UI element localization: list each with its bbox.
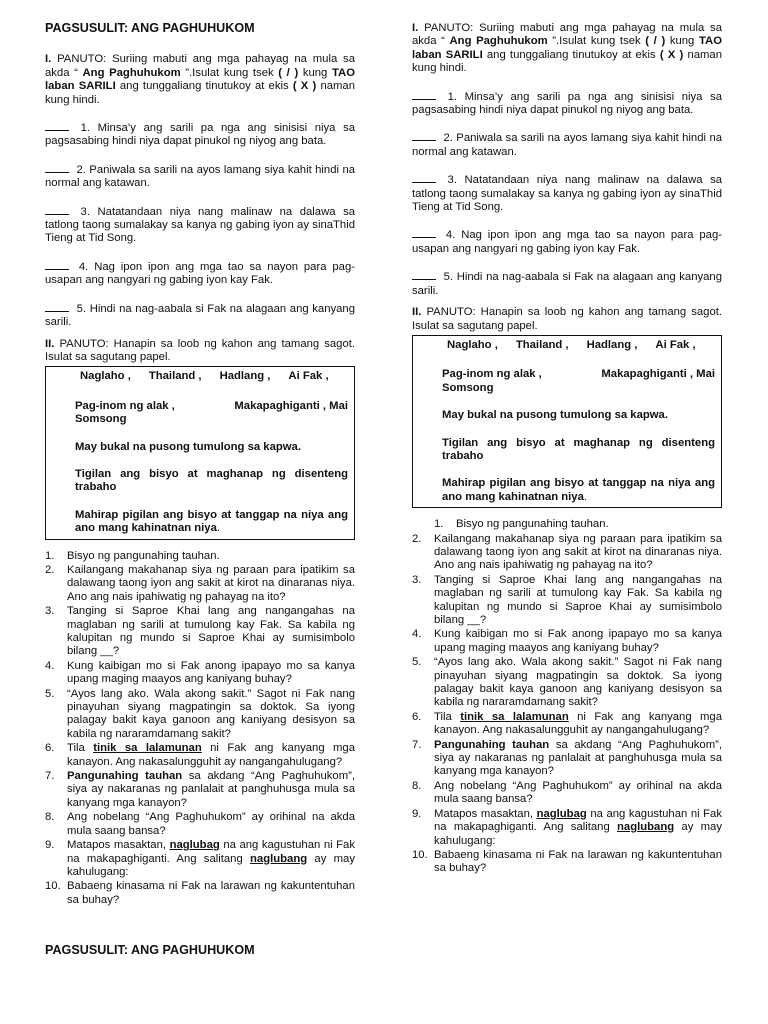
choice-item: May bukal na pusong tumulong sa kapwa. — [442, 409, 668, 422]
left-column — [45, 22, 355, 908]
answer-blank[interactable] — [412, 89, 436, 100]
answer-blank[interactable] — [412, 227, 436, 238]
part1-item: 4. Nag ipon ipon ang mga tao sa nayon para pag-usapan ang nangyari ng gabing iyon kay Fak. — [45, 260, 355, 287]
part1-item: 5. Hindi na nag-aabala si Fak na alagaan ang kanyang sarili. — [45, 302, 355, 329]
answer-blank[interactable] — [45, 120, 69, 131]
part1-item: 4. Nag ipon ipon ang mga tao sa nayon para pag-usapan ang nangyari ng gabing iyon kay Fak. — [412, 229, 722, 255]
choices-row: Pag-inom ng alak , Makapaghiganti , Mai Somsong — [442, 368, 715, 394]
question-item: 6. Tila tinik sa lalamunan ni Fak ang kanyang mga kanayon. Ang nakasalungguhit ay nangangahulugang? — [45, 742, 355, 768]
question-item: 8. Ang nobelang “Ang Paghuhukom” ay orihinal na akda mula saang bansa? — [412, 779, 722, 806]
part1-item: 2. Paniwala sa sarili na ayos lamang siya kahit hindi na normal ang katawan. — [412, 132, 723, 158]
answer-choices-box — [45, 366, 355, 539]
part2-instructions: II. PANUTO: Hanapin sa loob ng kahon ang tamang sagot. Isulat sa sagutang papel. — [45, 337, 355, 363]
question-item: 3. Tanging si Saproe Khai lang ang nangangahas na maglaban ng sarili at tumulong kay Fak. Sa kabila ng kalupitan ng mundo si Saproe Khai ay sumisimbolo bilang __? — [412, 573, 722, 626]
choices-row: Pag-inom ng alak , Makapaghiganti , Mai Somsong — [75, 399, 348, 426]
answer-blank[interactable] — [45, 259, 69, 270]
answer-blank[interactable] — [45, 162, 69, 173]
page-title: PAGSUSULIT: ANG PAGHUHUKOM — [45, 21, 255, 35]
part1-item: 3. Natatandaan niya nang malinaw na dalawa sa tatlong taong sumalakay sa kanya ng gabing iyon ay sinaThid Tieng at Tid Song. — [45, 205, 355, 245]
answer-choices-box — [412, 335, 722, 508]
question-item: 4. Kung kaibigan mo si Fak anong ipapayo mo sa kanya upang maging maayos ang kaniyang buhay? — [412, 628, 722, 654]
part1-instructions: I. PANUTO: Suriing mabuti ang mga pahayag na mula sa akda “ Ang Paghuhukom ”.Isulat kung tsek ( / ) kung TAO laban SARILI ang tunggaliang tinutukoy at ekis ( X ) naman kung hindi. — [412, 22, 722, 75]
answer-blank[interactable] — [45, 301, 69, 312]
part1-item: 1. Minsa’y ang sarili pa nga ang sinisisi niya sa pagsasabing hindi niya dapat pinukol ng niyog ang bata. — [412, 90, 723, 117]
choice-item: Mahirap pigilan ang bisyo at tanggap na niya ang ano mang kahinatnan niya. — [442, 477, 715, 503]
choice-item: May bukal na pusong tumulong sa kapwa. — [75, 440, 301, 453]
question-item: 2. Kailangang makahanap siya ng paraan para ipatikim sa dalawang taong iyon ang sakit at kirot na dinaranas niya. Ano ang nais ipahiwatig ng pahayag na ito? — [412, 532, 722, 572]
question-item: 2. Kailangang makahanap siya ng paraan para ipatikim sa dalawang taong iyon ang sakit at kirot na dinaranas niya. Ano ang nais ipahiwatig ng pahayag na ito? — [45, 563, 355, 603]
page-title-repeat: PAGSUSULIT: ANG PAGHUHUKOM — [45, 943, 255, 957]
question-item: 4. Kung kaibigan mo si Fak anong ipapayo mo sa kanya upang maging maayos ang kaniyang buhay? — [45, 659, 355, 686]
question-item: 5. “Ayos lang ako. Wala akong sakit.” Sagot ni Fak nang pinayuhan siyang magpatingin sa doktok. Sa iyong palagay bakit kaya ganoon ang kaniyang desisyon sa kabila ng nararamdamang sakit? — [45, 687, 355, 740]
question-item: 1. Bisyo ng pangunahing tauhan. — [45, 549, 220, 562]
question-list — [45, 550, 355, 908]
part1-item: 2. Paniwala sa sarili na ayos lamang siya kahit hindi na normal ang katawan. — [45, 163, 356, 190]
question-item: 8. Ang nobelang “Ang Paghuhukom” ay orihinal na akda mula saang bansa? — [45, 811, 355, 837]
question-item: 1. Bisyo ng pangunahing tauhan. — [434, 518, 609, 531]
choice-item: Tigilan ang bisyo at maghanap ng disenteng trabaho — [75, 467, 348, 494]
answer-blank[interactable] — [412, 172, 436, 183]
question-item: 3. Tanging si Saproe Khai lang ang nangangahas na maglaban ng sarili at tumulong kay Fak. Sa kabila ng kalupitan ng mundo si Saproe Khai ay sumisimbolo bilang __? — [45, 605, 355, 658]
part1-item: 5. Hindi na nag-aabala si Fak na alagaan ang kanyang sarili. — [412, 271, 722, 297]
choices-row: Naglaho , Thailand , Hadlang , Ai Fak , — [447, 338, 696, 351]
part1-item: 3. Natatandaan niya nang malinaw na dalawa sa tatlong taong sumalakay sa kanya ng gabing iyon ay sinaThid Tieng at Tid Song. — [412, 174, 722, 214]
choice-item: Tigilan ang bisyo at maghanap ng disenteng trabaho — [442, 436, 715, 462]
part2-instructions: II. PANUTO: Hanapin sa loob ng kahon ang tamang sagot. Isulat sa sagutang papel. — [412, 306, 722, 332]
question-item: 6. Tila tinik sa lalamunan ni Fak ang kanyang mga kanayon. Ang nakasalungguhit ay nangangahulugang? — [412, 710, 722, 737]
right-column — [412, 22, 722, 877]
question-item: 10. Babaeng kinasama ni Fak na larawan ng kakuntentuhan sa buhay? — [412, 848, 722, 875]
question-item: 9. Matapos masaktan, naglubag na ang kagustuhan ni Fak na makapaghiganti. Ang salitang naglubang ay may kahulugang: — [412, 807, 722, 847]
answer-blank[interactable] — [412, 130, 436, 141]
question-item: 5. “Ayos lang ako. Wala akong sakit.” Sagot ni Fak nang pinayuhan siyang magpatingin sa doktok. Sa iyong palagay bakit kaya ganoon ang kaniyang desisyon sa kabila ng nararamdamang sakit? — [412, 656, 722, 709]
question-item: 7. Pangunahing tauhan sa akdang “Ang Paghuhukom”, siya ay nakaranas ng panlalait at panghuhusga mula sa kanyang mga kanayon? — [412, 738, 723, 778]
question-list — [412, 518, 722, 876]
question-item: 7. Pangunahing tauhan sa akdang “Ang Paghuhukom”, siya ay nakaranas ng panlalait at panghuhusga mula sa kanyang mga kanayon? — [45, 770, 356, 809]
answer-blank[interactable] — [412, 269, 436, 280]
choices-row: Naglaho , Thailand , Hadlang , Ai Fak , — [80, 370, 329, 383]
question-item: 9. Matapos masaktan, naglubag na ang kagustuhan ni Fak na makapaghiganti. Ang salitang naglubang ay may kahulugang: — [45, 839, 355, 878]
choice-item: Mahirap pigilan ang bisyo at tanggap na niya ang ano mang kahinatnan niya. — [75, 508, 348, 535]
part1-instructions: I. PANUTO: Suriing mabuti ang mga pahayag na mula sa akda “ Ang Paghuhukom ”.Isulat kung tsek ( / ) kung TAO laban SARILI ang tunggaliang tinutukoy at ekis ( X ) naman kung hindi. — [45, 53, 355, 106]
part1-item: 1. Minsa’y ang sarili pa nga ang sinisisi niya sa pagsasabing hindi niya dapat pinukol ng niyog ang bata. — [45, 122, 356, 148]
answer-blank[interactable] — [45, 204, 69, 215]
question-item: 10. Babaeng kinasama ni Fak na larawan ng kakuntentuhan sa buhay? — [45, 880, 355, 906]
